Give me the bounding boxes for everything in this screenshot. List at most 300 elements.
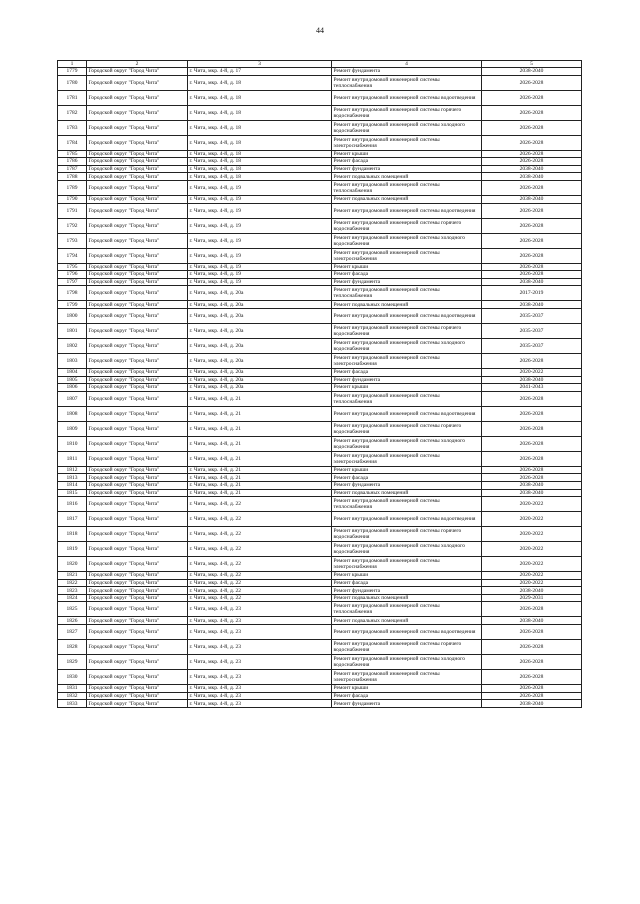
work-type-cell: Ремонт внутридомовой инженерной системы водоотведения — [332, 308, 482, 323]
row-number-cell: 1831 — [58, 685, 87, 693]
address-cell: г. Чита, мкр. 4-й, д. 18 — [188, 105, 332, 120]
period-cell: 2026-2028 — [482, 391, 582, 406]
municipality-cell: Городской округ "Город Чита" — [87, 406, 188, 421]
row-number-cell: 1815 — [58, 489, 87, 497]
address-cell: г. Чита, мкр. 4-й, д. 23 — [188, 617, 332, 625]
work-type-cell: Ремонт внутридомовой инженерной системы горячего водоснабжения — [332, 105, 482, 120]
work-type-cell: Ремонт внутридомовой инженерной системы горячего водоснабжения — [332, 527, 482, 542]
row-number-cell: 1798 — [58, 286, 87, 301]
address-cell: г. Чита, мкр. 4-й, д. 19 — [188, 263, 332, 271]
address-cell: г. Чита, мкр. 4-й, д. 22 — [188, 587, 332, 595]
table-row — [58, 602, 582, 617]
work-type-cell: Ремонт подвальных помещений — [332, 173, 482, 181]
municipality-cell: Городской округ "Город Чита" — [87, 165, 188, 173]
table-row — [58, 481, 582, 489]
row-number-cell: 1810 — [58, 436, 87, 451]
address-cell: г. Чита, мкр. 4-й, д. 23 — [188, 602, 332, 617]
period-cell: 2020-2022 — [482, 542, 582, 557]
table-row — [58, 527, 582, 542]
column-header-5: 5 — [482, 61, 582, 68]
work-type-cell: Ремонт внутридомовой инженерной системы холодного водоснабжения — [332, 338, 482, 353]
municipality-cell: Городской округ "Город Чита" — [87, 594, 188, 602]
work-type-cell: Ремонт крыши — [332, 685, 482, 693]
address-cell: г. Чита, мкр. 4-й, д. 18 — [188, 158, 332, 166]
table-row — [58, 368, 582, 376]
address-cell: г. Чита, мкр. 4-й, д. 18 — [188, 75, 332, 90]
period-cell: 2026-2028 — [482, 271, 582, 279]
address-cell: г. Чита, мкр. 4-й, д. 19 — [188, 233, 332, 248]
table-row — [58, 466, 582, 474]
table-row — [58, 474, 582, 482]
row-number-cell: 1817 — [58, 512, 87, 527]
table-row — [58, 105, 582, 120]
table-row — [58, 436, 582, 451]
period-cell: 2026-2028 — [482, 670, 582, 685]
period-cell: 2020-2022 — [482, 579, 582, 587]
work-type-cell: Ремонт внутридомовой инженерной системы теплоснабжения — [332, 497, 482, 512]
municipality-cell: Городской округ "Город Чита" — [87, 173, 188, 181]
work-type-cell: Ремонт внутридомовой инженерной системы электроснабжения — [332, 557, 482, 572]
row-number-cell: 1780 — [58, 75, 87, 90]
table-row — [58, 286, 582, 301]
address-cell: г. Чита, мкр. 4-й, д. 23 — [188, 655, 332, 670]
row-number-cell: 1792 — [58, 218, 87, 233]
table-row — [58, 421, 582, 436]
period-cell: 2026-2028 — [482, 436, 582, 451]
table-row — [58, 451, 582, 466]
period-cell: 2020-2022 — [482, 527, 582, 542]
work-type-cell: Ремонт фундамента — [332, 68, 482, 76]
address-cell: г. Чита, мкр. 4-й, д. 21 — [188, 391, 332, 406]
period-cell: 2026-2028 — [482, 640, 582, 655]
work-type-cell: Ремонт фасада — [332, 271, 482, 279]
municipality-cell: Городской округ "Город Чита" — [87, 384, 188, 392]
municipality-cell: Городской округ "Город Чита" — [87, 248, 188, 263]
work-type-cell: Ремонт внутридомовой инженерной системы теплоснабжения — [332, 602, 482, 617]
address-cell: г. Чита, мкр. 4-й, д. 18 — [188, 90, 332, 105]
work-type-cell: Ремонт внутридомовой инженерной системы теплоснабжения — [332, 391, 482, 406]
row-number-cell: 1803 — [58, 353, 87, 368]
address-cell: г. Чита, мкр. 4-й, д. 19 — [188, 180, 332, 195]
table-row — [58, 68, 582, 76]
period-cell: 2026-2028 — [482, 474, 582, 482]
period-cell: 2041-2043 — [482, 384, 582, 392]
municipality-cell: Городской округ "Город Чита" — [87, 135, 188, 150]
address-cell: г. Чита, мкр. 4-й, д. 18 — [188, 173, 332, 181]
table-row — [58, 670, 582, 685]
table-row — [58, 90, 582, 105]
address-cell: г. Чита, мкр. 4-й, д. 22 — [188, 542, 332, 557]
period-cell: 2038-2040 — [482, 489, 582, 497]
table-row — [58, 233, 582, 248]
table-row — [58, 497, 582, 512]
table-row — [58, 150, 582, 158]
row-number-cell: 1789 — [58, 180, 87, 195]
table-row — [58, 692, 582, 700]
period-cell: 2026-2028 — [482, 625, 582, 640]
work-type-cell: Ремонт фасада — [332, 368, 482, 376]
row-number-cell: 1781 — [58, 90, 87, 105]
table-row — [58, 301, 582, 309]
work-type-cell: Ремонт крыши — [332, 263, 482, 271]
address-cell: г. Чита, мкр. 4-й, д. 22 — [188, 512, 332, 527]
row-number-cell: 1800 — [58, 308, 87, 323]
address-cell: г. Чита, мкр. 4-й, д. 19 — [188, 278, 332, 286]
period-cell: 2026-2028 — [482, 218, 582, 233]
address-cell: г. Чита, мкр. 4-й, д. 18 — [188, 150, 332, 158]
address-cell: г. Чита, мкр. 4-й, д. 22 — [188, 497, 332, 512]
work-type-cell: Ремонт внутридомовой инженерной системы холодного водоснабжения — [332, 655, 482, 670]
row-number-cell: 1794 — [58, 248, 87, 263]
municipality-cell: Городской округ "Город Чита" — [87, 353, 188, 368]
work-type-cell: Ремонт фундамента — [332, 481, 482, 489]
row-number-cell: 1823 — [58, 587, 87, 595]
table-row — [58, 700, 582, 708]
period-cell: 2038-2040 — [482, 173, 582, 181]
row-number-cell: 1796 — [58, 271, 87, 279]
work-type-cell: Ремонт внутридомовой инженерной системы водоотведения — [332, 203, 482, 218]
row-number-cell: 1786 — [58, 158, 87, 166]
address-cell: г. Чита, мкр. 4-й, д. 21 — [188, 436, 332, 451]
table-row — [58, 384, 582, 392]
table-row — [58, 218, 582, 233]
row-number-cell: 1785 — [58, 150, 87, 158]
address-cell: г. Чита, мкр. 4-й, д. 21 — [188, 481, 332, 489]
table-header — [58, 61, 582, 68]
address-cell: г. Чита, мкр. 4-й, д. 20а — [188, 301, 332, 309]
table-row — [58, 203, 582, 218]
municipality-cell: Городской округ "Город Чита" — [87, 572, 188, 580]
municipality-cell: Городской округ "Город Чита" — [87, 271, 188, 279]
period-cell: 2026-2028 — [482, 655, 582, 670]
work-type-cell: Ремонт внутридомовой инженерной системы горячего водоснабжения — [332, 323, 482, 338]
work-type-cell: Ремонт внутридомовой инженерной системы теплоснабжения — [332, 180, 482, 195]
period-cell: 2038-2040 — [482, 617, 582, 625]
table-row — [58, 338, 582, 353]
row-number-cell: 1788 — [58, 173, 87, 181]
address-cell: г. Чита, мкр. 4-й, д. 18 — [188, 165, 332, 173]
work-type-cell: Ремонт подвальных помещений — [332, 617, 482, 625]
work-type-cell: Ремонт внутридомовой инженерной системы электроснабжения — [332, 135, 482, 150]
municipality-cell: Городской округ "Город Чита" — [87, 481, 188, 489]
municipality-cell: Городской округ "Город Чита" — [87, 68, 188, 76]
row-number-cell: 1791 — [58, 203, 87, 218]
row-number-cell: 1783 — [58, 120, 87, 135]
table-row — [58, 278, 582, 286]
work-type-cell: Ремонт фасада — [332, 579, 482, 587]
period-cell: 2035-2037 — [482, 338, 582, 353]
table-row — [58, 542, 582, 557]
table-row — [58, 271, 582, 279]
municipality-cell: Городской округ "Город Чита" — [87, 685, 188, 693]
address-cell: г. Чита, мкр. 4-й, д. 17 — [188, 68, 332, 76]
municipality-cell: Городской округ "Город Чита" — [87, 233, 188, 248]
table-row — [58, 391, 582, 406]
row-number-cell: 1808 — [58, 406, 87, 421]
municipality-cell: Городской округ "Город Чита" — [87, 338, 188, 353]
work-type-cell: Ремонт внутридомовой инженерной системы холодного водоснабжения — [332, 542, 482, 557]
table-row — [58, 173, 582, 181]
row-number-cell: 1821 — [58, 572, 87, 580]
municipality-cell: Городской округ "Город Чита" — [87, 527, 188, 542]
period-cell: 2026-2028 — [482, 180, 582, 195]
municipality-cell: Городской округ "Город Чита" — [87, 391, 188, 406]
row-number-cell: 1816 — [58, 497, 87, 512]
municipality-cell: Городской округ "Город Чита" — [87, 617, 188, 625]
municipality-cell: Городской округ "Город Чита" — [87, 105, 188, 120]
address-cell: г. Чита, мкр. 4-й, д. 20а — [188, 353, 332, 368]
row-number-cell: 1793 — [58, 233, 87, 248]
address-cell: г. Чита, мкр. 4-й, д. 20а — [188, 384, 332, 392]
work-type-cell: Ремонт внутридомовой инженерной системы горячего водоснабжения — [332, 218, 482, 233]
address-cell: г. Чита, мкр. 4-й, д. 19 — [188, 248, 332, 263]
municipality-cell: Городской округ "Город Чита" — [87, 218, 188, 233]
column-header-2: 2 — [87, 61, 188, 68]
row-number-cell: 1799 — [58, 301, 87, 309]
table-row — [58, 587, 582, 595]
period-cell: 2026-2028 — [482, 75, 582, 90]
work-type-cell: Ремонт фундамента — [332, 278, 482, 286]
work-type-cell: Ремонт крыши — [332, 150, 482, 158]
municipality-cell: Городской округ "Город Чита" — [87, 692, 188, 700]
row-number-cell: 1805 — [58, 376, 87, 384]
municipality-cell: Городской округ "Город Чита" — [87, 579, 188, 587]
municipality-cell: Городской округ "Город Чита" — [87, 323, 188, 338]
period-cell: 2026-2028 — [482, 105, 582, 120]
municipality-cell: Городской округ "Город Чита" — [87, 368, 188, 376]
work-type-cell: Ремонт внутридомовой инженерной системы водоотведения — [332, 625, 482, 640]
work-type-cell: Ремонт подвальных помещений — [332, 489, 482, 497]
municipality-cell: Городской округ "Город Чита" — [87, 700, 188, 708]
work-type-cell: Ремонт внутридомовой инженерной системы горячего водоснабжения — [332, 421, 482, 436]
work-type-cell: Ремонт внутридомовой инженерной системы холодного водоснабжения — [332, 233, 482, 248]
period-cell: 2026-2028 — [482, 158, 582, 166]
table-row — [58, 135, 582, 150]
page-number: 44 — [316, 26, 324, 35]
work-type-cell: Ремонт внутридомовой инженерной системы холодного водоснабжения — [332, 120, 482, 135]
address-cell: г. Чита, мкр. 4-й, д. 22 — [188, 527, 332, 542]
address-cell: г. Чита, мкр. 4-й, д. 21 — [188, 474, 332, 482]
period-cell: 2026-2028 — [482, 248, 582, 263]
column-header-1: 1 — [58, 61, 87, 68]
table-body — [58, 68, 582, 708]
address-cell: г. Чита, мкр. 4-й, д. 20а — [188, 308, 332, 323]
period-cell: 2026-2028 — [482, 135, 582, 150]
municipality-cell: Городской округ "Город Чита" — [87, 466, 188, 474]
period-cell: 2020-2022 — [482, 557, 582, 572]
table-row — [58, 685, 582, 693]
row-number-cell: 1795 — [58, 263, 87, 271]
period-cell: 2038-2040 — [482, 278, 582, 286]
table-row — [58, 263, 582, 271]
row-number-cell: 1813 — [58, 474, 87, 482]
address-cell: г. Чита, мкр. 4-й, д. 22 — [188, 557, 332, 572]
period-cell: 2026-2028 — [482, 150, 582, 158]
municipality-cell: Городской округ "Город Чита" — [87, 670, 188, 685]
table-row — [58, 489, 582, 497]
row-number-cell: 1814 — [58, 481, 87, 489]
row-number-cell: 1833 — [58, 700, 87, 708]
period-cell: 2029-2031 — [482, 594, 582, 602]
work-type-cell: Ремонт внутридомовой инженерной системы теплоснабжения — [332, 75, 482, 90]
municipality-cell: Городской округ "Город Чита" — [87, 451, 188, 466]
work-type-cell: Ремонт внутридомовой инженерной системы теплоснабжения — [332, 286, 482, 301]
period-cell: 2038-2040 — [482, 376, 582, 384]
address-cell: г. Чита, мкр. 4-й, д. 20а — [188, 376, 332, 384]
row-number-cell: 1829 — [58, 655, 87, 670]
municipality-cell: Городской округ "Город Чита" — [87, 195, 188, 203]
period-cell: 2020-2022 — [482, 497, 582, 512]
work-type-cell: Ремонт фундамента — [332, 700, 482, 708]
table-row — [58, 617, 582, 625]
period-cell: 2026-2028 — [482, 263, 582, 271]
work-type-cell: Ремонт крыши — [332, 384, 482, 392]
table-row — [58, 180, 582, 195]
period-cell: 2020-2022 — [482, 368, 582, 376]
municipality-cell: Городской округ "Город Чита" — [87, 263, 188, 271]
municipality-cell: Городской округ "Город Чита" — [87, 474, 188, 482]
municipality-cell: Городской округ "Город Чита" — [87, 203, 188, 218]
work-type-cell: Ремонт крыши — [332, 572, 482, 580]
work-type-cell: Ремонт фасада — [332, 692, 482, 700]
row-number-cell: 1832 — [58, 692, 87, 700]
table-row — [58, 625, 582, 640]
municipality-cell: Городской округ "Город Чита" — [87, 542, 188, 557]
work-type-cell: Ремонт фасада — [332, 158, 482, 166]
work-type-cell: Ремонт внутридомовой инженерной системы горячего водоснабжения — [332, 640, 482, 655]
municipality-cell: Городской округ "Город Чита" — [87, 625, 188, 640]
municipality-cell: Городской округ "Город Чита" — [87, 308, 188, 323]
address-cell: г. Чита, мкр. 4-й, д. 19 — [188, 203, 332, 218]
row-number-cell: 1825 — [58, 602, 87, 617]
table-row — [58, 594, 582, 602]
municipality-cell: Городской округ "Город Чита" — [87, 557, 188, 572]
table-row — [58, 579, 582, 587]
work-type-cell: Ремонт внутридомовой инженерной системы водоотведения — [332, 90, 482, 105]
address-cell: г. Чита, мкр. 4-й, д. 20а — [188, 286, 332, 301]
address-cell: г. Чита, мкр. 4-й, д. 23 — [188, 625, 332, 640]
work-type-cell: Ремонт внутридомовой инженерной системы электроснабжения — [332, 451, 482, 466]
row-number-cell: 1819 — [58, 542, 87, 557]
row-number-cell: 1824 — [58, 594, 87, 602]
table-row — [58, 120, 582, 135]
municipality-cell: Городской округ "Город Чита" — [87, 90, 188, 105]
municipality-cell: Городской округ "Город Чита" — [87, 436, 188, 451]
work-type-cell: Ремонт внутридомовой инженерной системы водоотведения — [332, 406, 482, 421]
row-number-cell: 1804 — [58, 368, 87, 376]
municipality-cell: Городской округ "Город Чита" — [87, 497, 188, 512]
work-type-cell: Ремонт подвальных помещений — [332, 594, 482, 602]
period-cell: 2038-2040 — [482, 301, 582, 309]
row-number-cell: 1806 — [58, 384, 87, 392]
address-cell: г. Чита, мкр. 4-й, д. 20а — [188, 323, 332, 338]
period-cell: 2035-2037 — [482, 323, 582, 338]
period-cell: 2026-2028 — [482, 421, 582, 436]
municipality-cell: Городской округ "Город Чита" — [87, 286, 188, 301]
address-cell: г. Чита, мкр. 4-й, д. 23 — [188, 670, 332, 685]
period-cell: 2038-2040 — [482, 68, 582, 76]
register-table — [57, 60, 582, 708]
municipality-cell: Городской округ "Город Чита" — [87, 158, 188, 166]
municipality-cell: Городской округ "Город Чита" — [87, 640, 188, 655]
row-number-cell: 1830 — [58, 670, 87, 685]
period-cell: 2026-2028 — [482, 466, 582, 474]
period-cell: 2038-2040 — [482, 700, 582, 708]
work-type-cell: Ремонт фундамента — [332, 376, 482, 384]
address-cell: г. Чита, мкр. 4-й, д. 19 — [188, 195, 332, 203]
municipality-cell: Городской округ "Город Чита" — [87, 655, 188, 670]
municipality-cell: Городской округ "Город Чита" — [87, 421, 188, 436]
row-number-cell: 1811 — [58, 451, 87, 466]
municipality-cell: Городской округ "Город Чита" — [87, 120, 188, 135]
period-cell: 2026-2028 — [482, 692, 582, 700]
row-number-cell: 1802 — [58, 338, 87, 353]
period-cell: 2026-2028 — [482, 120, 582, 135]
period-cell: 2026-2028 — [482, 406, 582, 421]
header-row — [58, 61, 582, 68]
period-cell: 2020-2022 — [482, 512, 582, 527]
period-cell: 2026-2028 — [482, 203, 582, 218]
period-cell: 2026-2028 — [482, 90, 582, 105]
table-row — [58, 557, 582, 572]
municipality-cell: Городской округ "Город Чита" — [87, 489, 188, 497]
column-header-4: 4 — [332, 61, 482, 68]
period-cell: 2026-2028 — [482, 233, 582, 248]
row-number-cell: 1787 — [58, 165, 87, 173]
municipality-cell: Городской округ "Город Чита" — [87, 150, 188, 158]
municipality-cell: Городской округ "Город Чита" — [87, 602, 188, 617]
address-cell: г. Чита, мкр. 4-й, д. 23 — [188, 700, 332, 708]
municipality-cell: Городской округ "Город Чита" — [87, 301, 188, 309]
address-cell: г. Чита, мкр. 4-й, д. 19 — [188, 271, 332, 279]
address-cell: г. Чита, мкр. 4-й, д. 18 — [188, 135, 332, 150]
period-cell: 2026-2028 — [482, 353, 582, 368]
address-cell: г. Чита, мкр. 4-й, д. 22 — [188, 579, 332, 587]
work-type-cell: Ремонт внутридомовой инженерной системы электроснабжения — [332, 670, 482, 685]
period-cell: 2020-2022 — [482, 572, 582, 580]
row-number-cell: 1790 — [58, 195, 87, 203]
row-number-cell: 1818 — [58, 527, 87, 542]
table-row — [58, 406, 582, 421]
address-cell: г. Чита, мкр. 4-й, д. 21 — [188, 489, 332, 497]
address-cell: г. Чита, мкр. 4-й, д. 21 — [188, 451, 332, 466]
table-row — [58, 376, 582, 384]
work-type-cell: Ремонт фундамента — [332, 165, 482, 173]
row-number-cell: 1784 — [58, 135, 87, 150]
address-cell: г. Чита, мкр. 4-й, д. 21 — [188, 421, 332, 436]
row-number-cell: 1812 — [58, 466, 87, 474]
table-row — [58, 512, 582, 527]
address-cell: г. Чита, мкр. 4-й, д. 19 — [188, 218, 332, 233]
row-number-cell: 1807 — [58, 391, 87, 406]
work-type-cell: Ремонт внутридомовой инженерной системы электроснабжения — [332, 353, 482, 368]
address-cell: г. Чита, мкр. 4-й, д. 23 — [188, 692, 332, 700]
address-cell: г. Чита, мкр. 4-й, д. 21 — [188, 466, 332, 474]
row-number-cell: 1782 — [58, 105, 87, 120]
row-number-cell: 1822 — [58, 579, 87, 587]
address-cell: г. Чита, мкр. 4-й, д. 20а — [188, 338, 332, 353]
municipality-cell: Городской округ "Город Чита" — [87, 376, 188, 384]
table-row — [58, 655, 582, 670]
row-number-cell: 1827 — [58, 625, 87, 640]
row-number-cell: 1779 — [58, 68, 87, 76]
municipality-cell: Городской округ "Город Чита" — [87, 180, 188, 195]
work-type-cell: Ремонт подвальных помещений — [332, 195, 482, 203]
table-row — [58, 75, 582, 90]
address-cell: г. Чита, мкр. 4-й, д. 23 — [188, 640, 332, 655]
period-cell: 2038-2040 — [482, 587, 582, 595]
table-row — [58, 165, 582, 173]
